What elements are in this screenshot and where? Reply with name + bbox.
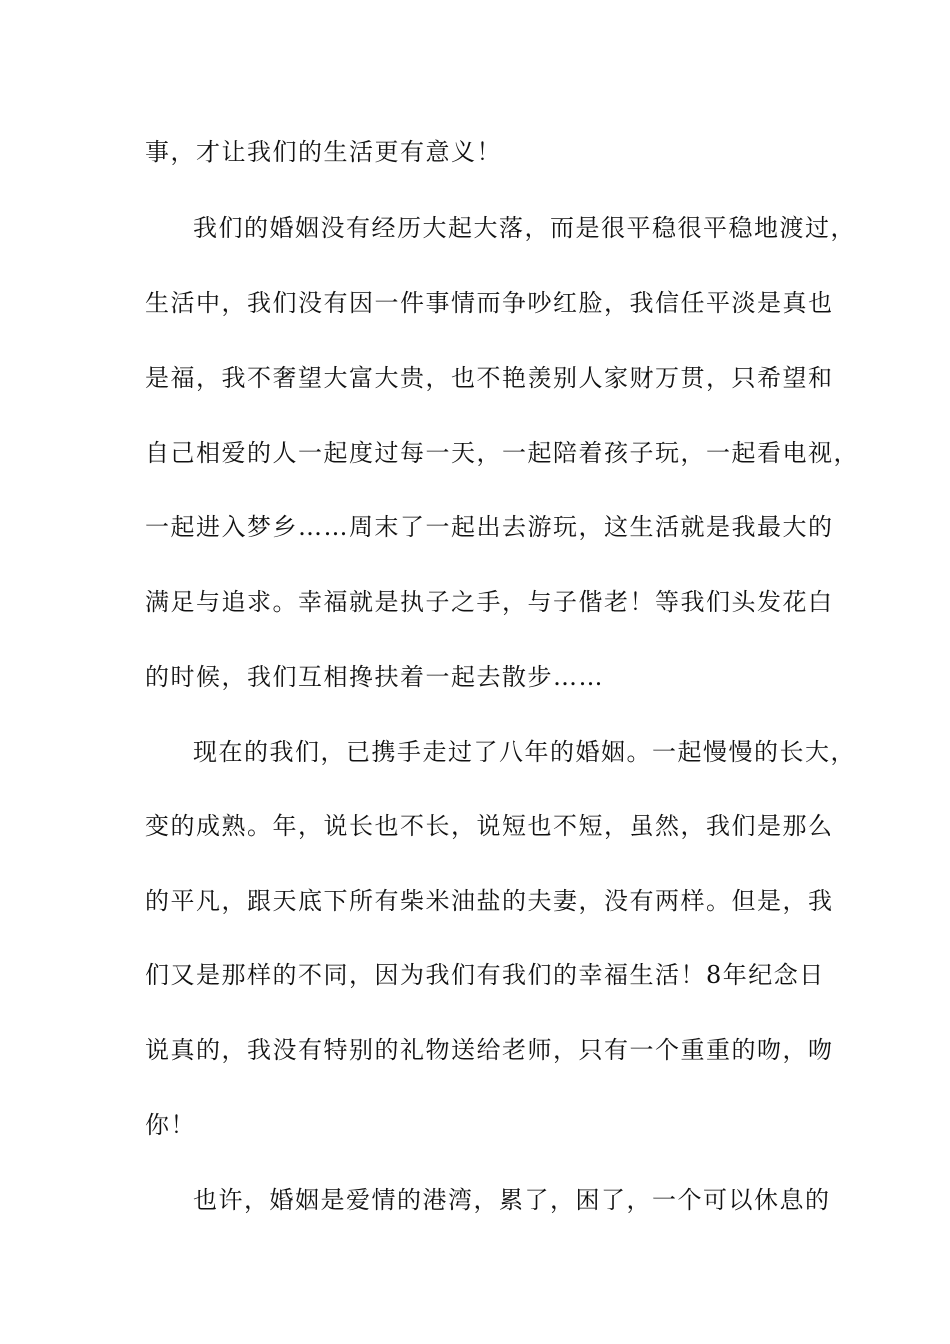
paragraph-line: 的时候，我们互相搀扶着一起去散步…… [145,663,604,691]
paragraph-line: 生活中，我们没有因一件事情而争吵红脸，我信任平淡是真也 [145,289,834,317]
paragraph-line: 变的成熟。年，说长也不长，说短也不短，虽然，我们是那么 [145,812,834,840]
paragraph-line: 我们的婚姻没有经历大起大落，而是很平稳很平稳地渡过， [193,214,856,242]
paragraph-line: 的平凡，跟天底下所有柴米油盐的夫妻，没有两样。但是，我 [145,887,834,915]
paragraph-line: 一起进入梦乡……周末了一起出去游玩，这生活就是我最大的 [145,513,834,541]
paragraph-line: 是福，我不奢望大富大贵，也不艳羡别人家财万贯，只希望和 [145,364,834,392]
paragraph-line: 满足与追求。幸福就是执子之手，与子偕老！等我们头发花白 [145,588,834,616]
paragraph-line: 们又是那样的不同，因为我们有我们的幸福生活！8年纪念日 [145,961,825,989]
paragraph-line: 事，才让我们的生活更有意义！ [145,138,502,166]
paragraph-line: 自己相爱的人一起度过每一天，一起陪着孩子玩，一起看电视， [145,439,859,467]
paragraph-line: 你！ [145,1111,196,1139]
paragraph-line: 也许，婚姻是爱情的港湾，累了，困了，一个可以休息的 [193,1186,831,1214]
paragraph-line: 说真的，我没有特别的礼物送给老师，只有一个重重的吻，吻 [145,1036,834,1064]
paragraph-line: 现在的我们，已携手走过了八年的婚姻。一起慢慢的长大， [193,738,856,766]
